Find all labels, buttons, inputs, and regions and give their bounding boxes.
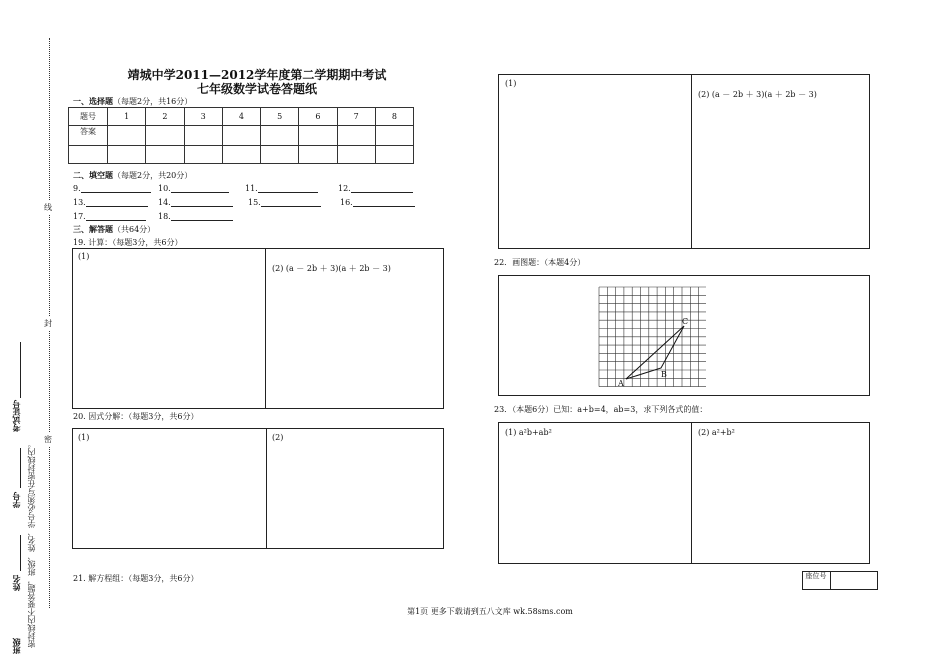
fill-blank-18[interactable] xyxy=(158,211,233,221)
section-fill-title: 二、填空题 xyxy=(73,170,113,180)
q23-part1-expression: (1) a²b+ab² xyxy=(505,428,552,437)
fill-blank-11[interactable] xyxy=(245,183,318,193)
section-choice-note: （每题2分，共16分） xyxy=(113,97,193,106)
answer-cell[interactable] xyxy=(108,126,146,146)
q20-divider xyxy=(266,428,267,549)
fill-blank-17[interactable] xyxy=(73,211,146,221)
student-number-line xyxy=(20,448,21,488)
answer-cell[interactable] xyxy=(222,146,260,164)
fill-number: 10. xyxy=(158,184,171,193)
q23-part2-expression: (2) a²+b² xyxy=(698,428,735,437)
fill-number: 15. xyxy=(248,198,261,207)
answer-cell[interactable] xyxy=(146,126,184,146)
fill-blank-13[interactable] xyxy=(73,197,148,207)
q23-divider xyxy=(691,422,692,564)
fill-number: 13. xyxy=(73,198,86,207)
answer-cell[interactable] xyxy=(337,126,375,146)
seal-mark-line: 线 xyxy=(44,200,52,215)
q20-part2-label: (2) xyxy=(272,433,284,442)
section-choice-heading xyxy=(73,96,192,107)
q21-label: 21. 解方程组：（每题3分，共6分） xyxy=(73,574,199,583)
table-cell: 题号 xyxy=(69,108,108,126)
section-choice-title: 一、选择题 xyxy=(73,96,113,106)
q19-part1-label: (1) xyxy=(78,252,90,261)
q23-label: 23．（本题6分）已知：a+b=4，ab=3，求下列各式的值： xyxy=(494,405,708,414)
choice-answer-table xyxy=(68,107,414,164)
q19-divider xyxy=(265,248,266,409)
table-cell: 6 xyxy=(299,108,337,126)
answer-cell[interactable] xyxy=(375,146,413,164)
seat-number-label: 座位号 xyxy=(805,572,827,580)
fill-number: 11. xyxy=(245,184,258,193)
q20-part1-label: (1) xyxy=(78,433,90,442)
point-b-label: B xyxy=(661,370,667,379)
answer-cell[interactable] xyxy=(261,146,299,164)
section-solve-title: 三、解答题 xyxy=(73,224,113,234)
fill-blank-10[interactable] xyxy=(158,183,229,193)
answer-cell[interactable] xyxy=(261,126,299,146)
table-cell: 2 xyxy=(146,108,184,126)
exam-number-line xyxy=(20,342,21,398)
q19-part2-expression: (2) (a － 2b ＋ 3)(a ＋ 2b － 3) xyxy=(272,264,391,273)
fill-blank-16[interactable] xyxy=(340,197,415,207)
seal-notice: 密封线内不要答题，班级、姓名、学号必须写在密封线内。 xyxy=(27,440,36,648)
point-c-label: C xyxy=(682,317,689,326)
table-cell: 7 xyxy=(337,108,375,126)
table-cell: 4 xyxy=(222,108,260,126)
fill-blank-15[interactable] xyxy=(248,197,321,207)
fill-number: 18. xyxy=(158,212,171,221)
exam-number-label: 考试证号 xyxy=(11,400,21,432)
fill-number: 17. xyxy=(73,212,86,221)
q20-label: 20. 因式分解：（每题3分，共6分） xyxy=(73,412,199,421)
answer-cell[interactable] xyxy=(375,126,413,146)
table-cell: 8 xyxy=(375,108,413,126)
q20-answer-box[interactable] xyxy=(72,428,444,549)
table-cell: 1 xyxy=(108,108,146,126)
point-a-label: A xyxy=(618,379,624,388)
class-label: 班级 xyxy=(11,638,21,654)
answer-cell[interactable] xyxy=(184,146,222,164)
triangle-abc xyxy=(626,326,684,379)
answer-cell[interactable] xyxy=(299,146,337,164)
section-fill-note: （每题2分，共20分） xyxy=(113,171,193,180)
name-label: 姓名 xyxy=(11,575,21,591)
q23-answer-box[interactable] xyxy=(498,422,870,564)
seal-mark-dense: 密 xyxy=(44,432,52,447)
table-cell: 3 xyxy=(184,108,222,126)
page-title: 靖城中学2011—2012学年度第二学期期中考试 xyxy=(127,68,387,82)
fill-number: 16. xyxy=(340,198,353,207)
answer-cell[interactable] xyxy=(222,126,260,146)
q22-grid-figure xyxy=(598,286,706,390)
answer-cell[interactable] xyxy=(108,146,146,164)
answer-cell[interactable] xyxy=(69,146,108,164)
page-footer: 第1页 更多下载请到五八文库 wk.58sms.com xyxy=(407,607,573,616)
answer-cell[interactable] xyxy=(299,126,337,146)
section-solve-note: （共64分） xyxy=(113,225,156,234)
page-subtitle: 七年级数学试卷答题纸 xyxy=(196,82,317,96)
fill-blank-9[interactable] xyxy=(73,183,151,193)
seat-number-divider xyxy=(830,571,831,590)
fill-number: 12. xyxy=(338,184,351,193)
right-top-part2-expression: (2) (a － 2b ＋ 3)(a ＋ 2b － 3) xyxy=(698,90,817,99)
q22-label: 22．画图题：（本题4分） xyxy=(494,258,586,267)
section-fill-heading xyxy=(73,170,192,181)
fill-number: 14. xyxy=(158,198,171,207)
fill-number: 9. xyxy=(73,184,81,193)
fill-blank-14[interactable] xyxy=(158,197,233,207)
q19-label: 19. 计算：（每题3分，共6分） xyxy=(73,238,183,247)
right-top-part1-label: (1) xyxy=(505,79,517,88)
right-top-divider xyxy=(691,74,692,249)
section-solve-heading xyxy=(73,224,155,235)
fill-blank-12[interactable] xyxy=(338,183,413,193)
answer-cell[interactable] xyxy=(184,126,222,146)
name-line xyxy=(20,535,21,571)
seal-mark-seal: 封 xyxy=(44,316,52,331)
student-number-label: 学号 xyxy=(11,492,21,508)
answer-cell[interactable] xyxy=(337,146,375,164)
right-top-answer-box[interactable] xyxy=(498,74,870,249)
answer-cell[interactable] xyxy=(146,146,184,164)
table-cell: 5 xyxy=(261,108,299,126)
answer-label-cell: 答案 xyxy=(69,126,108,146)
